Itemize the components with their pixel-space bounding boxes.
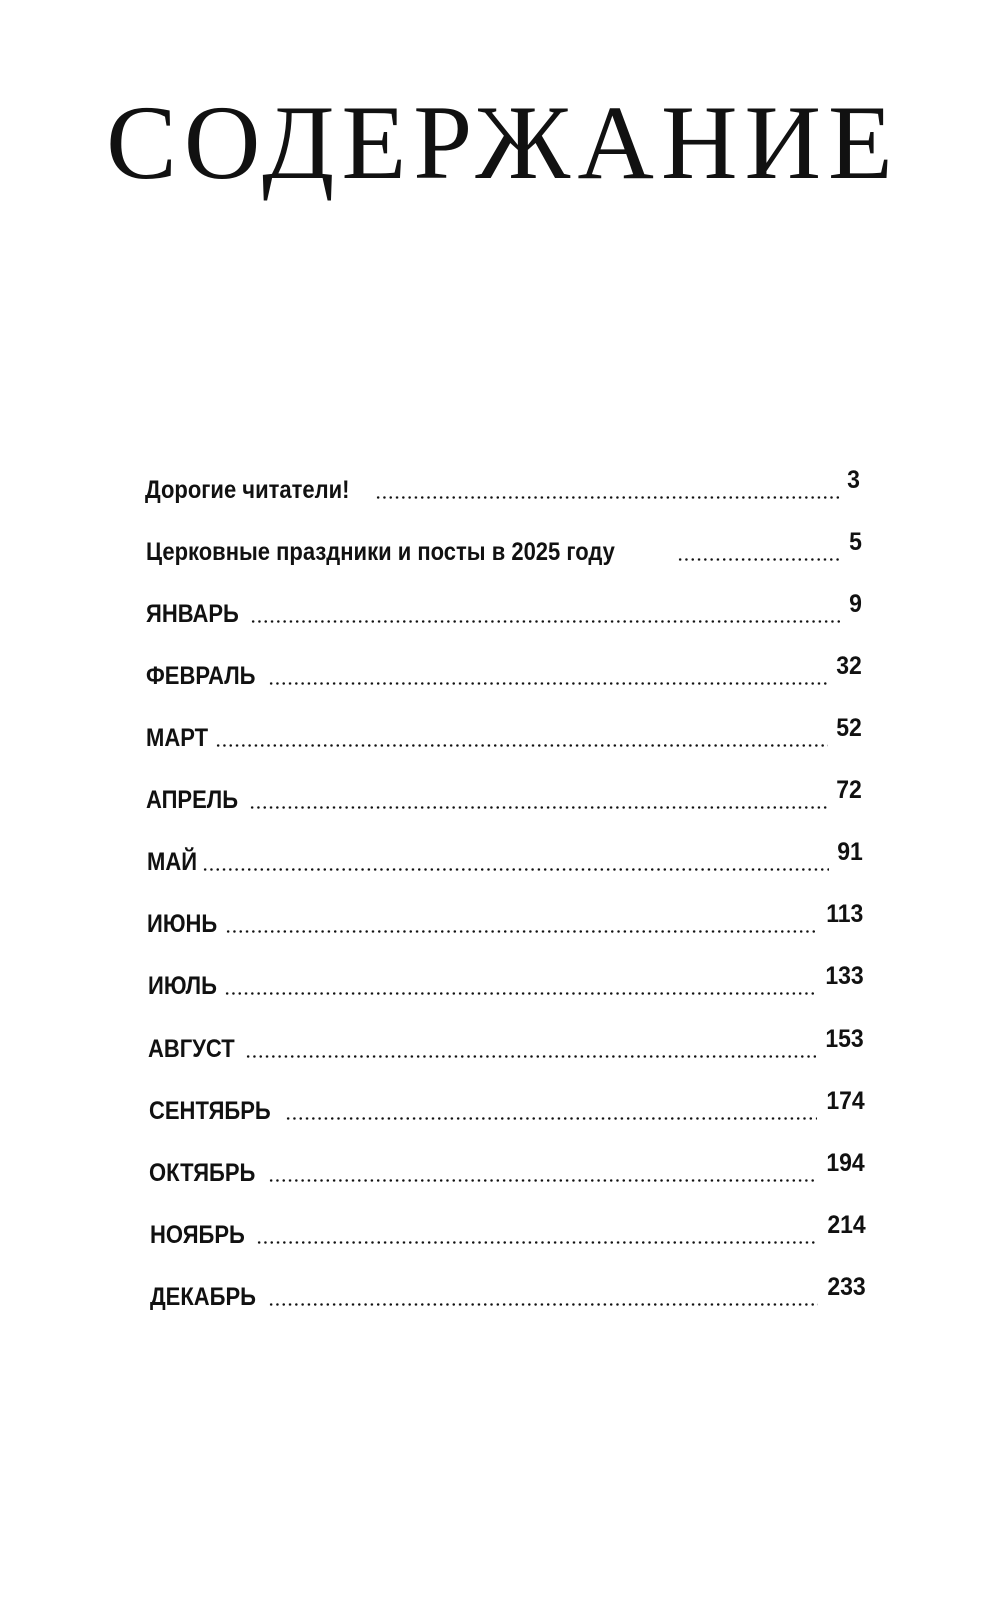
toc-entry-page-number: 214 [827, 1211, 866, 1239]
toc-entry-page-number: 174 [826, 1087, 865, 1115]
toc-entry-label: СЕНТЯБРЬ [149, 1097, 271, 1125]
toc-entry-label: НОЯБРЬ [150, 1221, 245, 1249]
toc-entry-page-number: 233 [827, 1273, 866, 1301]
toc-entry-may[interactable] [147, 838, 863, 877]
dot-leader [677, 558, 842, 561]
toc-entry-label: Дорогие читатели! [145, 476, 350, 504]
toc-entry-december[interactable] [150, 1273, 866, 1312]
toc-entry-page-number: 72 [836, 776, 862, 804]
toc-entry-page-number: 113 [825, 900, 863, 928]
page-title: СОДЕРЖАНИЕ [106, 84, 900, 201]
toc-entry-june[interactable] [147, 900, 863, 939]
toc-entry-august[interactable] [148, 1025, 864, 1064]
toc-entry-label: ДЕКАБРЬ [150, 1283, 256, 1311]
toc-entry-page-number: 52 [836, 714, 862, 742]
toc-entry-holidays[interactable] [146, 528, 862, 567]
dot-leader [225, 930, 817, 933]
dot-leader [268, 682, 828, 685]
dot-leader [256, 1241, 819, 1244]
dot-leader [215, 744, 829, 747]
dot-leader [249, 806, 829, 809]
toc-entry-page-number: 3 [847, 466, 860, 494]
toc-entry-readers[interactable] [145, 466, 860, 505]
toc-entry-label: АПРЕЛЬ [146, 786, 239, 814]
toc-entry-page-number: 194 [826, 1149, 865, 1177]
dot-leader [245, 1055, 817, 1058]
toc-entry-label: ИЮЛЬ [148, 972, 217, 1000]
toc-entry-september[interactable] [149, 1087, 865, 1126]
dot-leader [268, 1179, 817, 1182]
dot-leader [202, 868, 829, 871]
toc-entry-april[interactable] [146, 776, 862, 815]
toc-entry-label: Церковные праздники и посты в 2025 году [146, 538, 615, 566]
dot-leader [250, 620, 843, 623]
toc-entry-january[interactable] [146, 590, 862, 629]
dot-leader [375, 496, 840, 499]
toc-entry-page-number: 153 [825, 1025, 864, 1053]
toc-entry-july[interactable] [148, 962, 864, 1001]
toc-entry-label: ФЕВРАЛЬ [146, 662, 256, 690]
dot-leader [268, 1303, 818, 1306]
toc-entry-label: МАРТ [146, 724, 209, 752]
toc-entry-label: ОКТЯБРЬ [149, 1159, 256, 1187]
toc-entry-page-number: 91 [837, 838, 863, 866]
toc-entry-label: АВГУСТ [148, 1035, 235, 1063]
toc-entry-february[interactable] [146, 652, 862, 691]
toc-entry-october[interactable] [149, 1149, 865, 1188]
toc-entry-page-number: 133 [825, 962, 864, 990]
toc-entry-page-number: 9 [849, 590, 862, 618]
toc-entry-march[interactable] [146, 714, 862, 753]
toc-entry-label: ЯНВАРЬ [146, 600, 239, 628]
toc-entry-page-number: 5 [849, 528, 862, 556]
toc-entry-page-number: 32 [836, 652, 862, 680]
dot-leader [224, 992, 816, 995]
toc-entry-label: МАЙ [147, 848, 198, 876]
toc-entry-label: ИЮНЬ [147, 910, 218, 938]
toc-entry-november[interactable] [150, 1211, 866, 1250]
dot-leader [285, 1117, 817, 1120]
